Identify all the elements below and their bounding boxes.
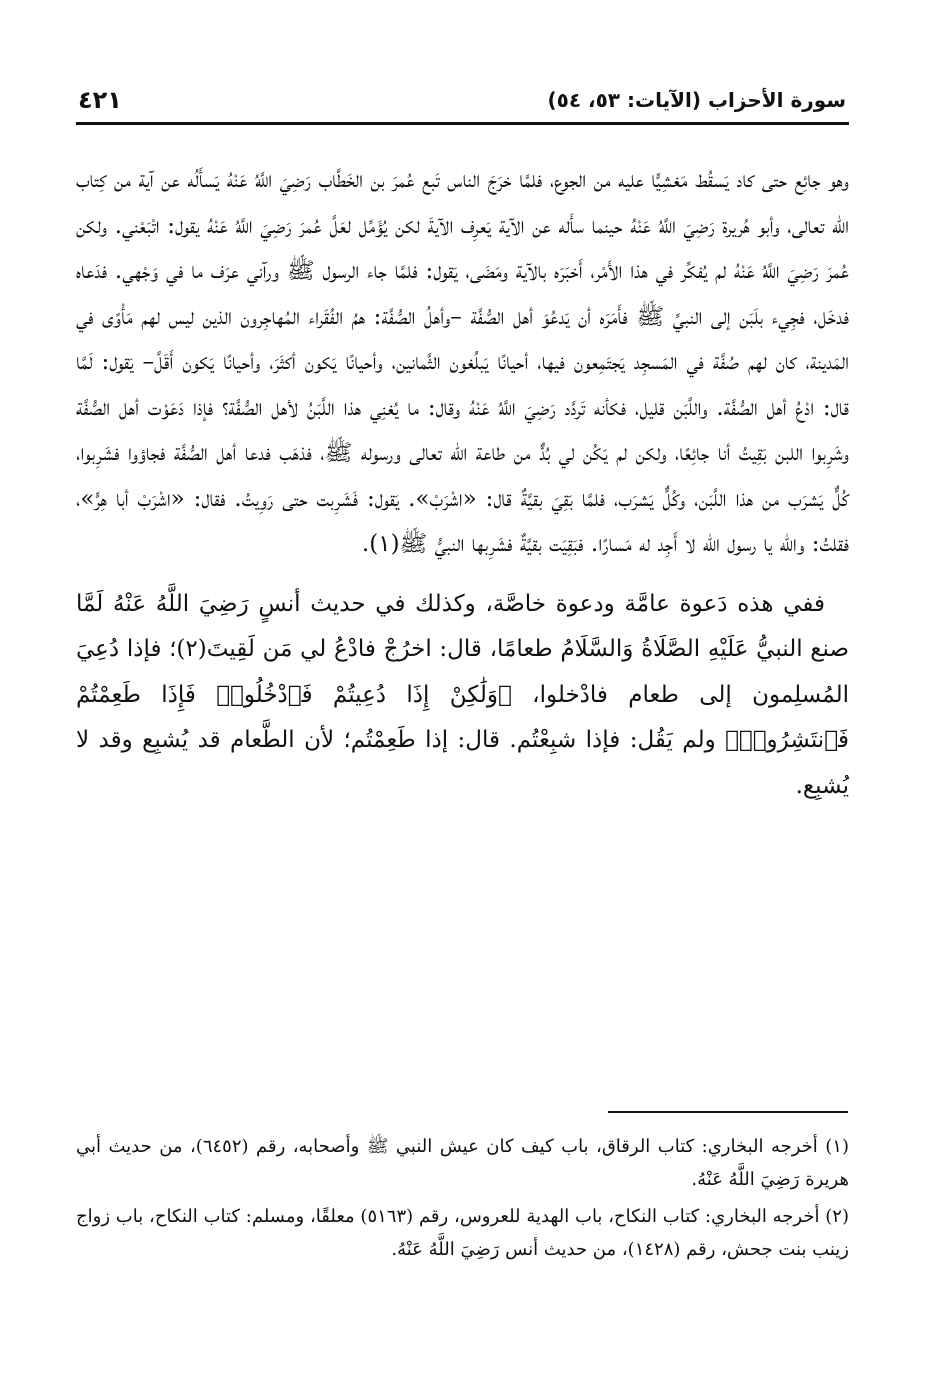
- main-text: [76, 158, 849, 809]
- header-divider: [76, 122, 849, 125]
- page-header: [76, 84, 848, 122]
- paragraph: ففي هذه دَعوة عامَّة ودعوة خاصَّة، وكذلك في حديث أنسٍ رَضِيَ اللَّهُ عَنْهُ لَمَّا صنع النبيُّ عَلَيْهِ الصَّلَاةُ وَالسَّلَامُ طعامًا، قال: اخرُجْ فادْعُ لي مَن لَقِيتَ(٢)؛ فإذا دُعِيَ المُسلِمون إلى طعام فادْخلوا، ﴿وَلَٰكِنْ إِذَا دُعِيتُمْ فَٱدْخُلُوا۟ فَإِذَا طَعِمْتُمْ فَٱنتَشِرُوا۟﴾ ولم يَقُل: فإذا شبِعْتُم. قال: إذا طَعِمْتُم؛ لأن الطَّعام قد يُشبِع وقد لا يُشبِع.: [76, 590, 849, 799]
- paragraph: وهو جائِع حتى كاد يَسقُط مَغشِيًّا عليه من الجوع، فلمَّا خرَجَ الناس تَبع عُمرَ بن الخَطَّاب رَضِيَ اللَّهُ عَنْهُ يَسأَلُه عن آية من كِتاب الله تعالى، وأبو هُريرة رَضِيَ اللَّهُ عَنْهُ حينما سأَله عن الآية يَعرِف الآيةَ لكن يُؤَمِّل لعَلَّ عُمرَ رَضِيَ اللَّهُ عَنْهُ يقول: اتْبَعْني. ولكن عُمرَ رَضِيَ اللَّهُ عَنْهُ لم يُفكِّر في هذا الأَمْر، أَخبَرَه بالآية ومَضَى، يَقول: فلمَّا جاء الرسول ﷺ ورآني عرَف ما في وَجْهي. فدَعاه فدخَل، فجِيء بلَبَن إلى النبيِّ ﷺ فأَمَرَه أن يَدعُوَ أهل الصُّفَّة –وأهلُ الصُّفَّة: همُ الفُقَراء المُهاجِرون الذين ليس لهم مَأْوًى في المَدينة، كان لهم صُفَّة في المَسجِد يَجتَمِعون فيها، أحيانًا يَبلُغون الثَّمانين، وأحيانًا يَكون أكثَرَ، وأحيانًا يَكون أَقَلَّ– يَقول: لَمَّا قال: ادْعُ أهل الصُّفَّة. واللَّبَن قليل، فكأنه تَردَّد رَضِيَ اللَّهُ عَنْهُ وقال: ما يُغنِي هذا اللَّبَنُ لأهل الصُّفَّة؟ فإذا دَعَوْت أهل الصُّفَّة وشَرِبوا اللبن بَقِيتُ أنا جائِعًا، ولكن لم يَكُن لي بُدٌّ من طاعة الله تعالى ورسوله ﷺ، فذهَب فدعا أهل الصُّفَّة فجاؤوا فشَرِبوا، كُلٌّ يَشرَب من هذا اللَّبَن، وكُلٌّ يَشرَب، فلمَّا بَقِيَ بقيَّةٌ قال: «اشْرَبْ». يَقول: فَشَرِبت حتى رَوِيتُ. فقال: «اشْرَبْ أبا هِرٍّ»، فقلتُ: والله يا رسول الله لا أَجِد له مَسارًا. فبَقِيَت بقيَّةٌ فشَرِبها النبيُّ ﷺ(١).: [76, 167, 849, 557]
- footnote-divider: [608, 1111, 848, 1113]
- running-title: سورة الأحزاب (الآيات: ٥٣، ٥٤): [547, 88, 846, 112]
- page-number: ٤٢١: [78, 86, 122, 114]
- footnote: (١) أخرجه البخاري: كتاب الرقاق، باب كيف كان عيش النبي ﷺ وأصحابه، رقم (٦٤٥٢)، من حديث أبي هريرة رَضِيَ اللَّهُ عَنْهُ.: [76, 1136, 849, 1190]
- footnote: (٢) أخرجه البخاري: كتاب النكاح، باب الهدية للعروس، رقم (٥١٦٣) معلقًا، ومسلم: كتاب النكاح، باب زواج زينب بنت جحش، رقم (١٤٢٨)، من حديث أنس رَضِيَ اللَّهُ عَنْهُ.: [76, 1206, 849, 1260]
- footnotes: [76, 1130, 849, 1270]
